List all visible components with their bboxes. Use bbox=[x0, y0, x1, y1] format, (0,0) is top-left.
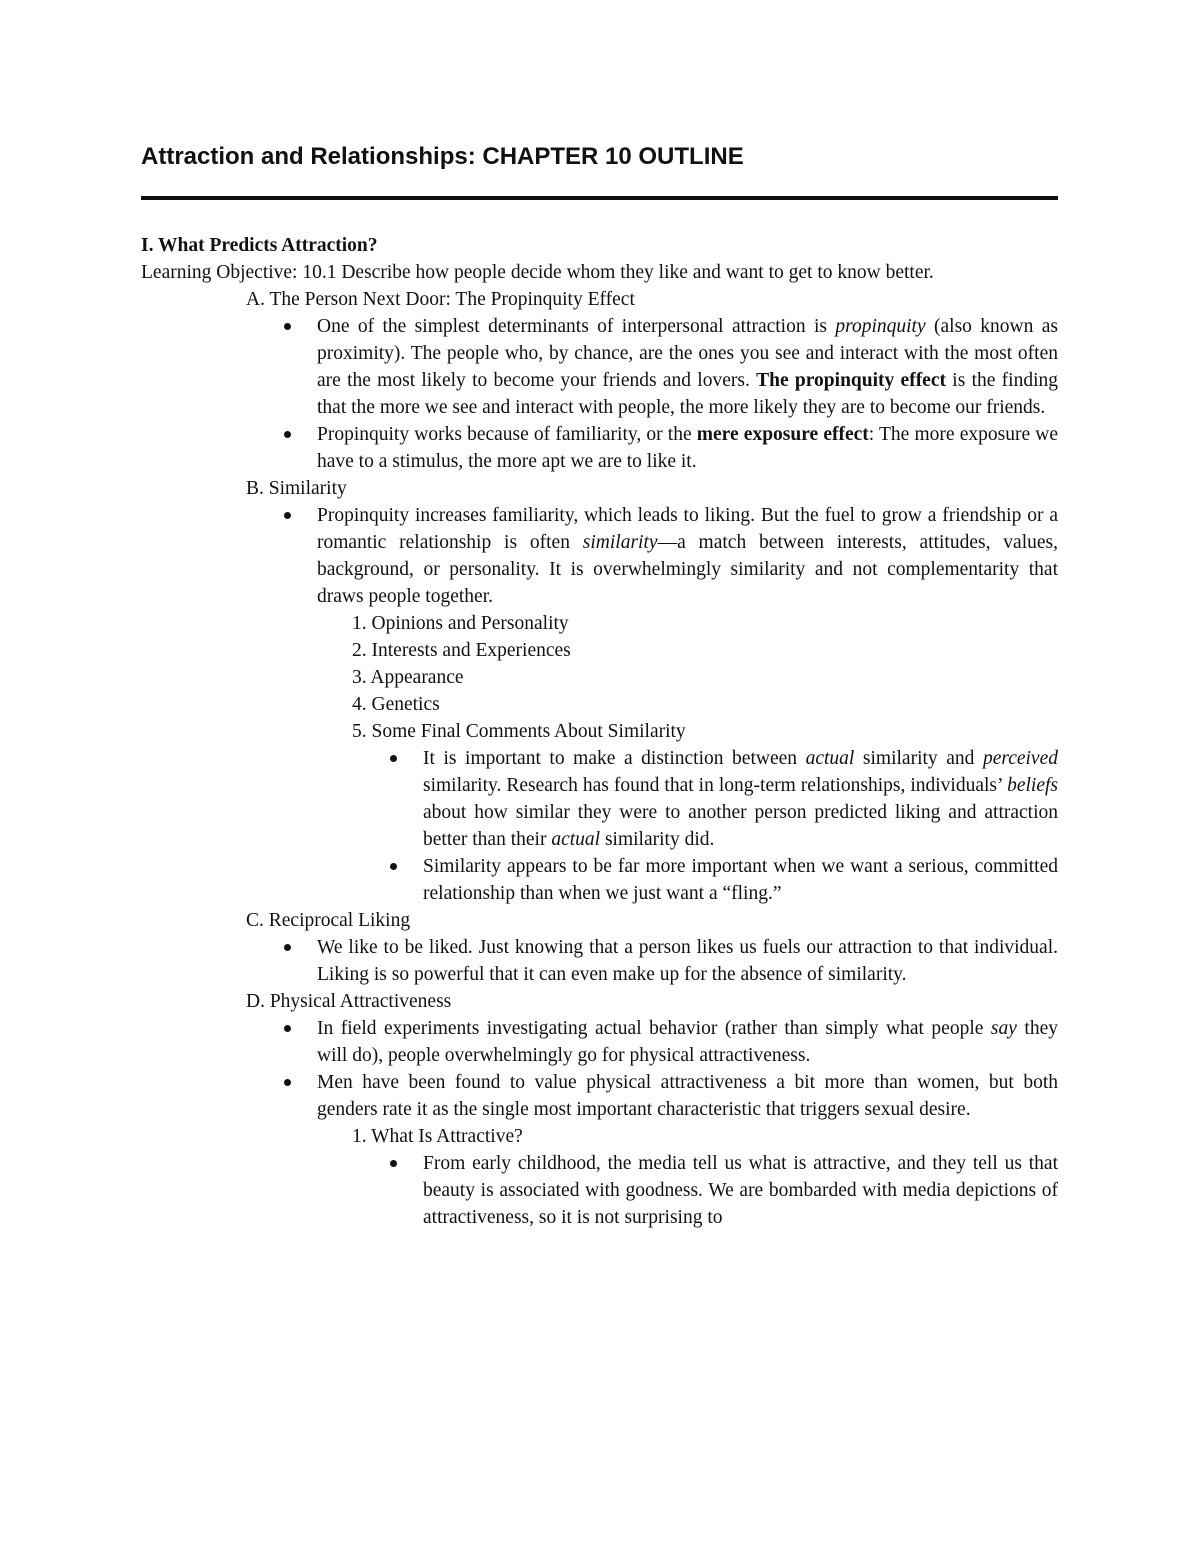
italic-term: similarity bbox=[582, 532, 658, 553]
what-is-attractive-bullets bbox=[141, 1150, 1058, 1231]
bullet-mere-exposure bbox=[317, 421, 1058, 475]
italic-term: actual bbox=[551, 829, 601, 850]
bullet-similarity bbox=[317, 502, 1058, 610]
bullet-propinquity bbox=[317, 313, 1058, 421]
outline-body bbox=[141, 232, 1058, 1231]
numbered-item: 5. Some Final Comments About Similarity bbox=[352, 721, 686, 742]
text-run: Propinquity increases familiarity, which leads to liking. But the fuel to grow a friendship or a romantic relationship is often bbox=[317, 505, 1058, 553]
page-title: Attraction and Relationships: CHAPTER 10 OUTLINE bbox=[141, 143, 744, 170]
text-run: they will do), people overwhelmingly go for physical attractiveness. bbox=[317, 1018, 1059, 1066]
text-run: It is important to make a distinction between bbox=[423, 748, 806, 769]
italic-term: perceived bbox=[982, 748, 1058, 769]
subsection-a-heading: A. The Person Next Door: The Propinquity Effect bbox=[246, 289, 635, 310]
title-divider bbox=[141, 196, 1058, 200]
numbered-item: 1. What Is Attractive? bbox=[352, 1126, 523, 1147]
bullet-reciprocal-liking: We like to be liked. Just knowing that a person likes us fuels our attraction to that individual. Liking is so powerful that it can even make up for the absence of similarity. bbox=[317, 934, 1058, 988]
subsection-c-bullets bbox=[141, 934, 1058, 988]
text-run: In field experiments investigating actual behavior (rather than simply what people bbox=[317, 1018, 991, 1039]
subsection-c-heading: C. Reciprocal Liking bbox=[246, 910, 411, 931]
bullet-media-beauty: From early childhood, the media tell us what is attractive, and they tell us that beauty is associated with goodness. We are bombarded with media depictions of attractiveness, so it is not surprising to bbox=[423, 1150, 1058, 1231]
text-run: —a match between interests, attitudes, values, background, or personality. It is overwhelmingly similarity and not complementarity that draws people together. bbox=[317, 532, 1058, 607]
bullet-actual-vs-perceived bbox=[423, 745, 1058, 853]
bullet-gender-differences: Men have been found to value physical attractiveness a bit more than women, but both genders rate it as the single most important characteristic that triggers sexual desire. bbox=[317, 1069, 1058, 1123]
subsection-b-bullets bbox=[141, 502, 1058, 610]
bullet-field-experiments bbox=[317, 1015, 1058, 1069]
italic-term: beliefs bbox=[1007, 775, 1058, 796]
subsection-d-heading: D. Physical Attractiveness bbox=[246, 991, 452, 1012]
italic-term: say bbox=[990, 1018, 1017, 1039]
text-run: similarity and bbox=[854, 748, 983, 769]
subsection-a-bullets bbox=[141, 313, 1058, 475]
numbered-item: 1. Opinions and Personality bbox=[352, 613, 569, 634]
learning-objective: Learning Objective: 10.1 Describe how people decide whom they like and want to get to know better. bbox=[141, 262, 934, 283]
text-run: : The more exposure we have to a stimulus, the more apt we are to like it. bbox=[317, 424, 1058, 472]
subsection-d-bullets bbox=[141, 1015, 1058, 1123]
text-run: similarity. Research has found that in long-term relationships, individuals’ bbox=[423, 775, 1008, 796]
bullet-serious-relationship: Similarity appears to be far more important when we want a serious, committed relationship than when we just want a “fling.” bbox=[423, 853, 1058, 907]
numbered-item: 2. Interests and Experiences bbox=[352, 640, 571, 661]
subsection-b-heading: B. Similarity bbox=[246, 478, 347, 499]
similarity-comment-bullets bbox=[141, 745, 1058, 907]
italic-term: propinquity bbox=[835, 316, 926, 337]
numbered-item: 4. Genetics bbox=[352, 694, 440, 715]
text-run: similarity did. bbox=[600, 829, 715, 850]
text-run: One of the simplest determinants of interpersonal attraction is bbox=[317, 316, 836, 337]
numbered-item: 3. Appearance bbox=[352, 667, 464, 688]
section-heading-1: I. What Predicts Attraction? bbox=[141, 235, 378, 256]
text-run: is the finding that the more we see and interact with people, the more likely they are to become our friends. bbox=[317, 370, 1058, 418]
text-run: about how similar they were to another person predicted liking and attraction better than their bbox=[423, 802, 1058, 850]
bold-term: mere exposure effect bbox=[696, 424, 869, 445]
bold-term: The propinquity effect bbox=[756, 370, 946, 391]
text-run: Propinquity works because of familiarity, or the bbox=[317, 424, 697, 445]
text-run: (also known as proximity). The people who, by chance, are the ones you see and interact with the most often are the most likely to become your friends and lovers. bbox=[317, 316, 1059, 391]
italic-term: actual bbox=[805, 748, 855, 769]
